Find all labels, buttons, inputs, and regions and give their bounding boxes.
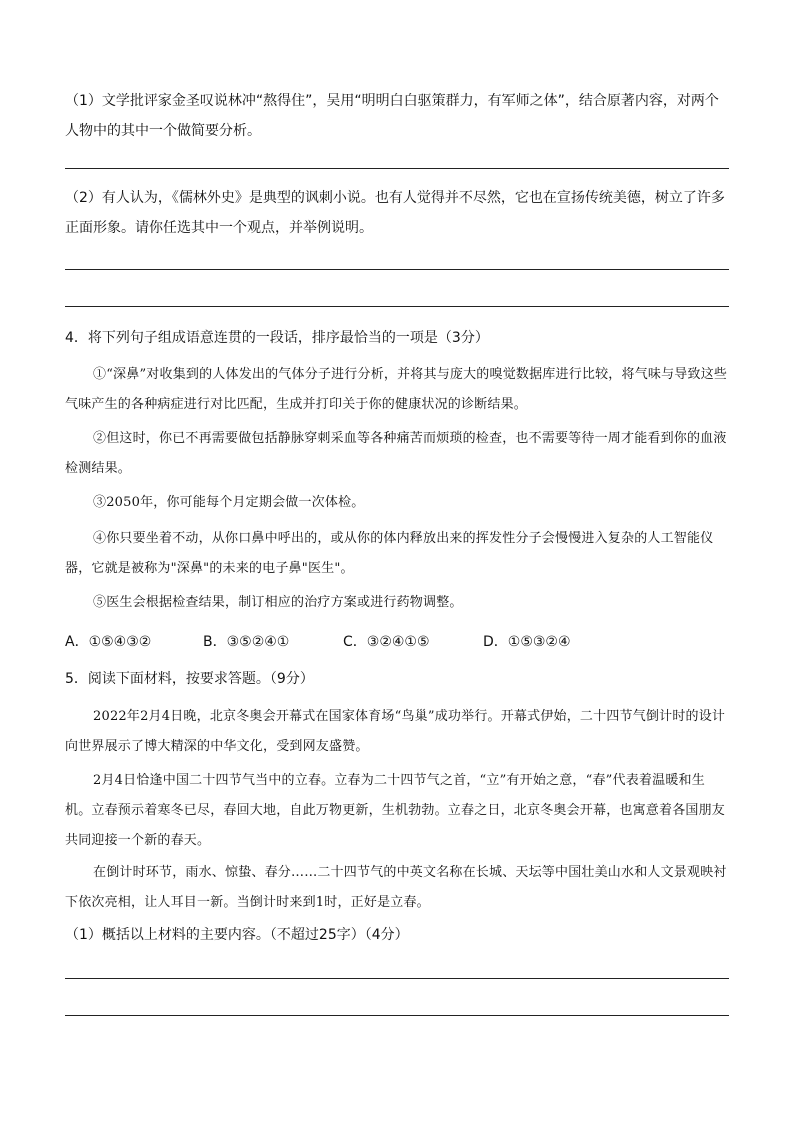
- exam-page: [65, 0, 729, 1123]
- answer-options: [65, 627, 729, 657]
- answer-line[interactable]: [65, 168, 729, 169]
- answer-line[interactable]: [65, 269, 729, 270]
- material-paragraph-1: 2022年2月4日晚，北京冬奥会开幕式在国家体育场“鸟巢”成功举行。开幕式伊始，二十四节气倒计时的设计向世界展示了博大精深的中华文化，受到网友盛赞。: [65, 709, 726, 754]
- answer-line[interactable]: [65, 978, 729, 979]
- question-4-stem: 4．将下列句子组成语意连贯的一段话，排序最恰当的一项是（3分）: [65, 330, 489, 346]
- material-paragraph-3: 在倒计时环节，雨水、惊蛰、春分……二十四节气的中英文名称在长城、天坛等中国壮美山水和人文景观映衬下依次亮相，让人耳目一新。当倒计时来到1时，正好是立春。: [65, 865, 727, 910]
- option-d[interactable]: D．①⑤③②④: [483, 634, 571, 650]
- question-3-part-2: （2）有人认为，《儒林外史》是典型的讽刺小说。也有人觉得并不尽然，它也在宣扬传统美德，树立了许多正面形象。请你任选其中一个观点，并举例说明。: [65, 190, 725, 236]
- question-3-part-1: （1）文学批评家金圣叹说林冲“熬得住”，吴用“明明白白驱策群力，有军师之体”，结合原著内容，对两个人物中的其中一个做简要分析。: [65, 93, 719, 139]
- answer-line[interactable]: [65, 306, 729, 307]
- sentence-5: ⑤医生会根据检查结果，制订相应的治疗方案或进行药物调整。: [93, 595, 463, 610]
- question-5-part-1: （1）概括以上材料的主要内容。（不超过25字）（4分）: [65, 927, 409, 943]
- sentence-2: ②但这时，你已不再需要做包括静脉穿刺采血等各种痛苦而烦琐的检查，也不需要等待一周才能看到你的血液检测结果。: [65, 431, 727, 476]
- material-paragraph-2: 2月4日恰逢中国二十四节气当中的立春。立春为二十四节气之首，“立”有开始之意，“春”代表着温暖和生机。立春预示着寒冬已尽，春回大地，自此万物更新，生机勃勃。立春之日，北京冬奥会开幕，也寓意着各国朋友共同迎接一个新的春天。: [65, 773, 726, 848]
- question-5-stem: 5．阅读下面材料，按要求答题。（9分）: [65, 671, 314, 687]
- option-c[interactable]: C．③②④①⑤: [343, 634, 430, 650]
- sentence-4: ④你只要坐着不动，从你口鼻中呼出的，或从你的体内释放出来的挥发性分子会慢慢进入复杂的人工智能仪器，它就是被称为"深鼻"的未来的电子鼻"医生"。: [65, 531, 714, 576]
- option-a[interactable]: A．①⑤④③②: [65, 634, 152, 650]
- sentence-3: ③2050年，你可能每个月定期会做一次体检。: [93, 495, 365, 510]
- option-b[interactable]: B．③⑤②④①: [203, 634, 290, 650]
- sentence-1: ①“深鼻”对收集到的人体发出的气体分子进行分析，并将其与庞大的嗅觉数据库进行比较，将气味与导致这些气味产生的各种病症进行对比匹配，生成并打印关于你的健康状况的诊断结果。: [65, 367, 728, 412]
- answer-line[interactable]: [65, 1015, 729, 1016]
